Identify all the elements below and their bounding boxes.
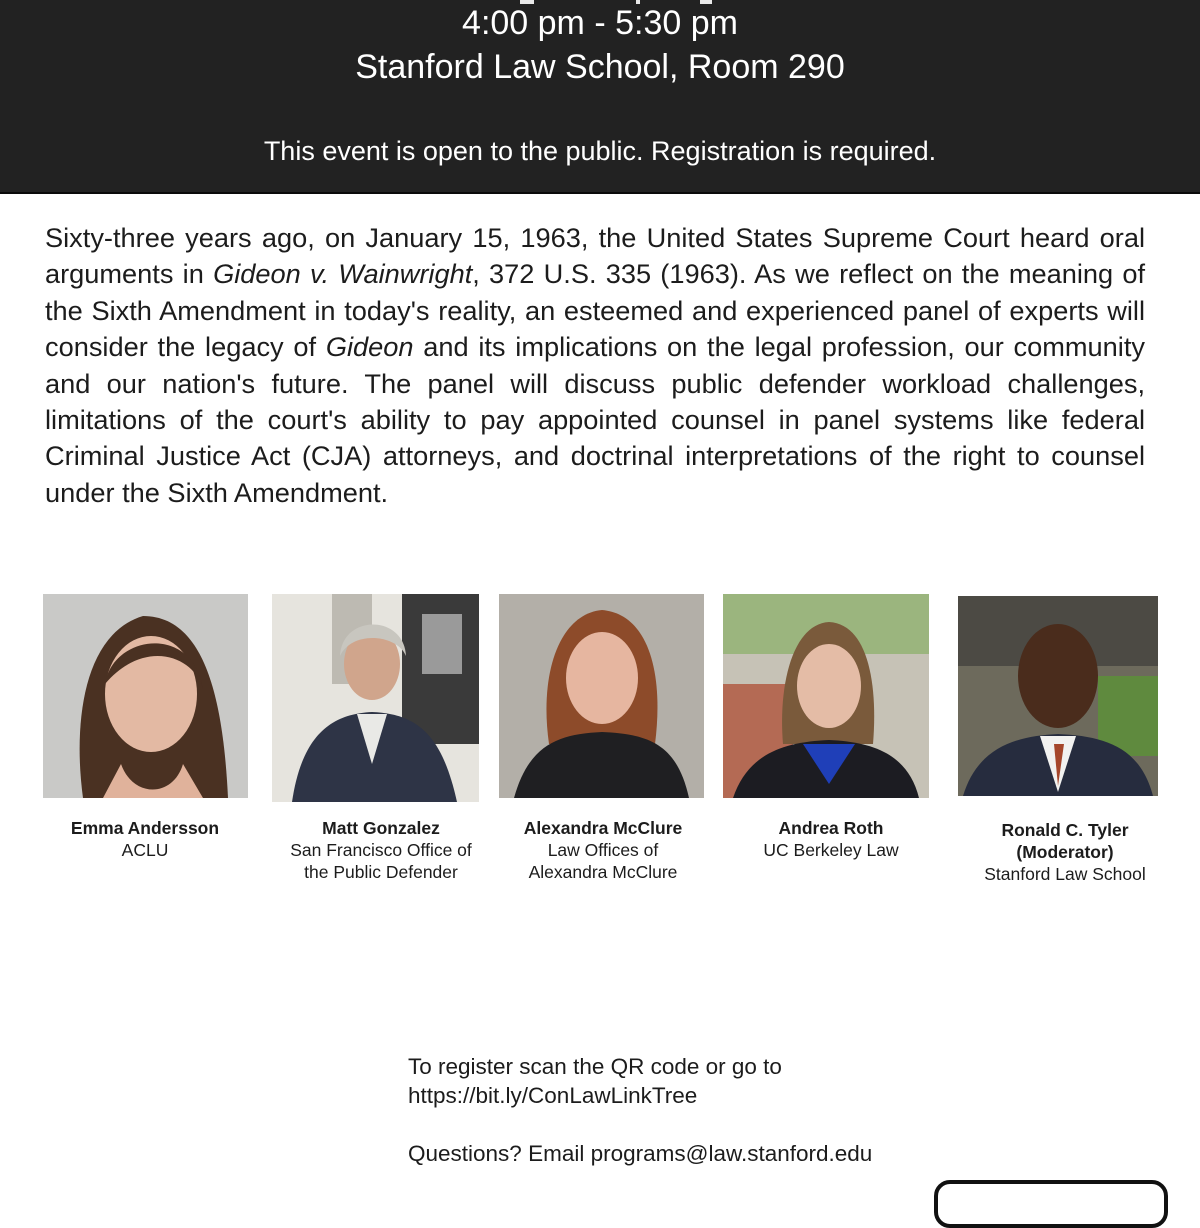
event-time: 4:00 pm - 5:30 pm [462, 4, 738, 42]
event-description [45, 220, 1145, 511]
panelist-affiliation: ACLU [121, 840, 169, 860]
panelist-affiliation: the Public Defender [304, 862, 458, 882]
register-link[interactable]: https://bit.ly/ConLawLinkTree [408, 1083, 698, 1108]
case-short-name: Gideon [325, 331, 414, 363]
panelist-name: Ronald C. Tyler [1001, 820, 1129, 840]
panelist-name: Andrea Roth [778, 818, 884, 838]
panelist-caption [720, 817, 942, 861]
registration-info [408, 1052, 968, 1168]
registration-notice: This event is open to the public. Registration is required. [263, 136, 937, 166]
event-header [0, 0, 1200, 194]
description-text: , 372 U.S. 335 (1963). As we reflect on the meaning of the Sixth Amendment in today's reality, an esteemed and experienced panel of experts will consider the legacy of [45, 258, 1146, 363]
panelist-affiliation: Stanford Law School [984, 864, 1146, 884]
panelist-caption [955, 819, 1175, 885]
description-text: Sixty-three years ago, on January 15, 1963, the United States Supreme Court heard oral arguments in [45, 222, 1145, 290]
panelist-caption [35, 817, 255, 861]
panelist-photo-andrea-roth [723, 594, 929, 798]
qr-code-frame [934, 1180, 1168, 1228]
panelist-photo-alexandra-mcclure [499, 594, 704, 798]
panelist-affiliation: San Francisco Office of [290, 840, 472, 860]
panelist-name: Matt Gonzalez [322, 818, 440, 838]
questions-email[interactable]: Questions? Email programs@law.stanford.edu [408, 1141, 873, 1166]
panelist-caption [270, 817, 492, 883]
panelist-photo-ronald-tyler [958, 596, 1158, 796]
description-text: and its implications on the legal profession, our community and our nation's future. The panel will discuss public defender workload challenges, limitations of the court's ability to pay appointed counsel in panel systems like federal Criminal Justice Act (CJA) attorneys, and doctrinal interpretations of the right to counsel under the Sixth Amendment. [45, 331, 1145, 508]
panelist-photo-emma-andersson [43, 594, 248, 798]
event-venue: Stanford Law School, Room 290 [355, 48, 845, 86]
panelist-photo-matt-gonzalez [272, 594, 479, 802]
case-name: Gideon v. Wainwright [213, 258, 473, 290]
panelist-name: Alexandra McClure [523, 818, 683, 838]
panelist-caption [492, 817, 714, 883]
panelist-affiliation: Alexandra McClure [528, 862, 678, 882]
panelist-affiliation: UC Berkeley Law [763, 840, 899, 860]
panelist-affiliation: Law Offices of [547, 840, 659, 860]
panelist-name: Emma Andersson [70, 818, 220, 838]
panelist-role: (Moderator) [1016, 842, 1114, 862]
register-instructions: To register scan the QR code or go to [408, 1054, 782, 1079]
